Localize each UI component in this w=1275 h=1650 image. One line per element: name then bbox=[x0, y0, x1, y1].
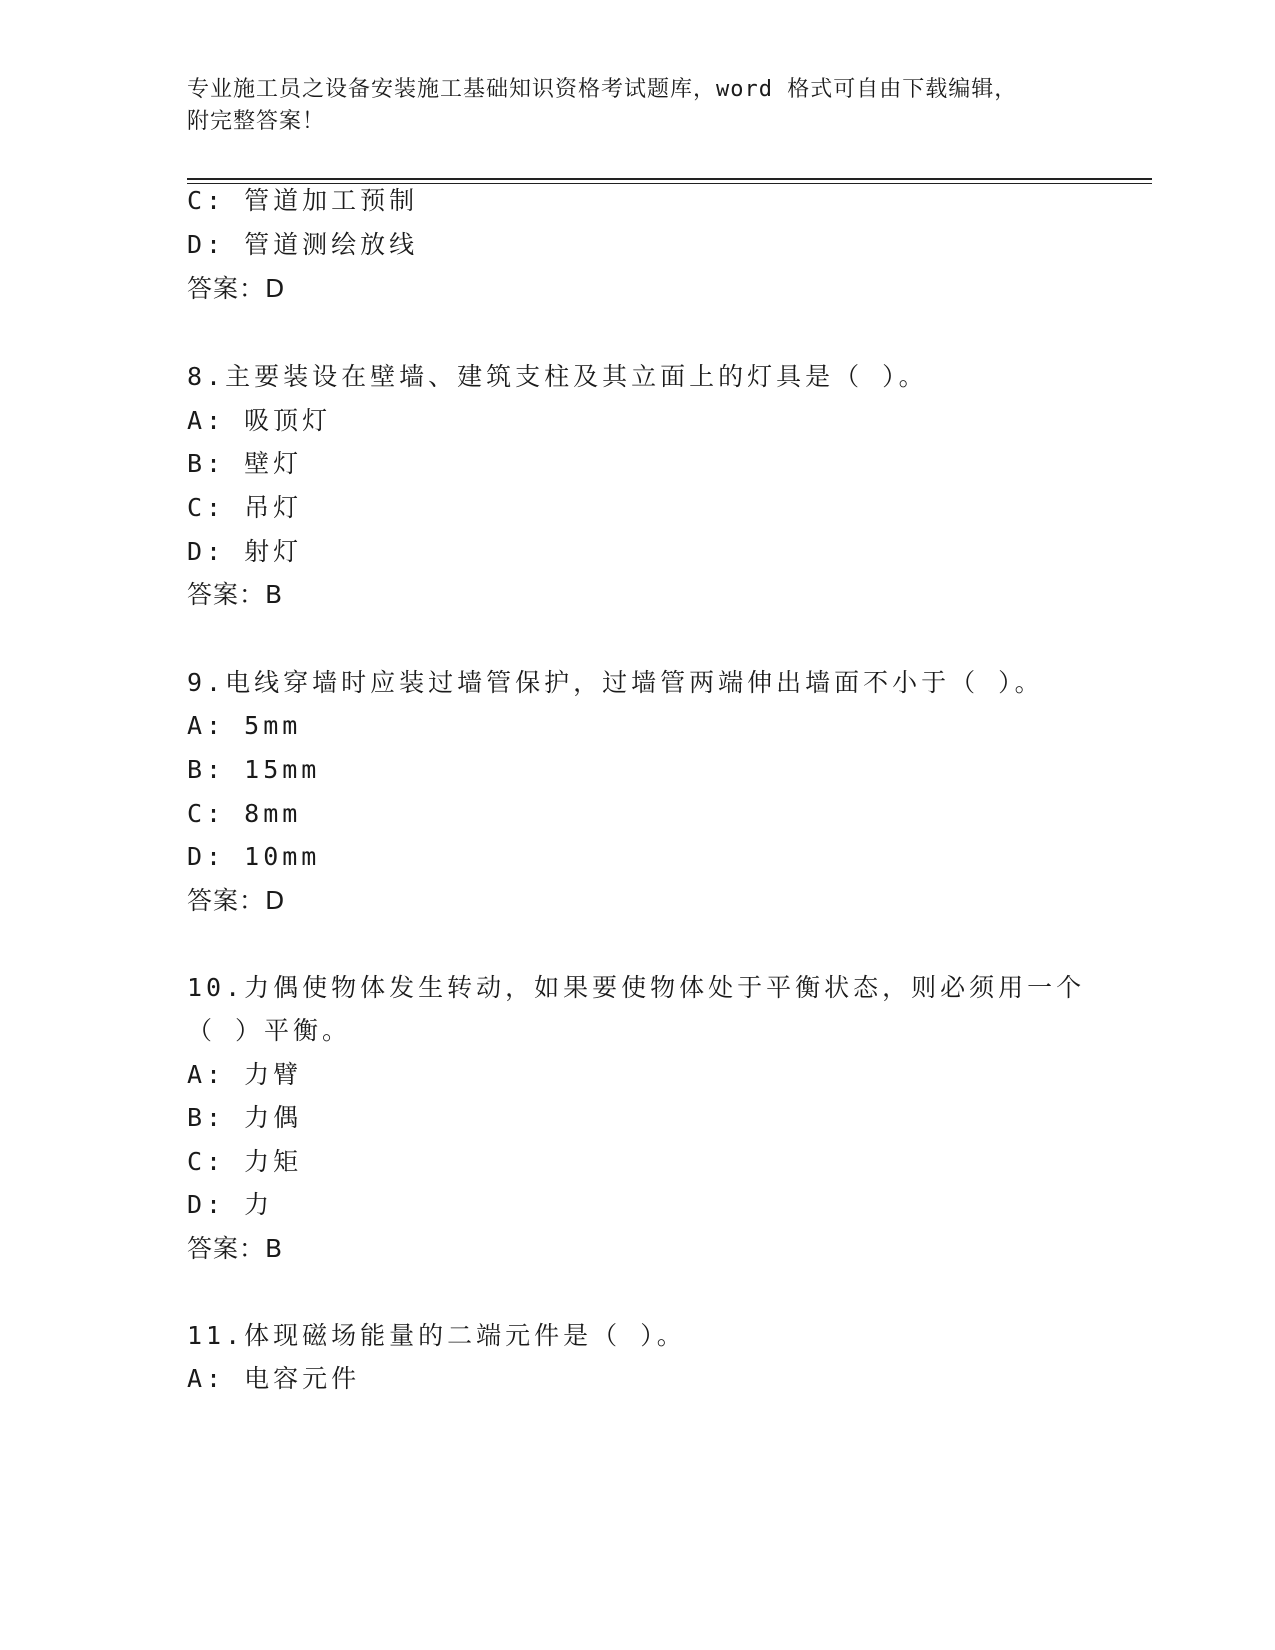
option-c: C: 管道加工预制 bbox=[187, 186, 419, 215]
q8-option-a: A: 吸顶灯 bbox=[187, 406, 332, 435]
q11-option-a: A: 电容元件 bbox=[187, 1364, 361, 1393]
header-line-1: 专业施工员之设备安装施工基础知识资格考试题库，word 格式可自由下载编辑， bbox=[187, 77, 1018, 102]
document-header bbox=[187, 74, 1087, 138]
q10-option-b: B: 力偶 bbox=[187, 1103, 303, 1132]
question-11: 11.体现磁场能量的二端元件是（ ）。 bbox=[187, 1321, 686, 1350]
question-10-line-1: 10.力偶使物体发生转动，如果要使物体处于平衡状态，则必须用一个 bbox=[187, 973, 1086, 1002]
q10-option-c: C: 力矩 bbox=[187, 1147, 303, 1176]
q8-option-d: D: 射灯 bbox=[187, 537, 303, 566]
q8-option-c: C: 吊灯 bbox=[187, 493, 303, 522]
q10-answer: 答案：B bbox=[187, 1234, 284, 1263]
q10-option-d: D: 力 bbox=[187, 1190, 274, 1219]
q10-option-a: A: 力臂 bbox=[187, 1060, 303, 1089]
option-d: D: 管道测绘放线 bbox=[187, 230, 419, 259]
q9-option-b: B: 15mm bbox=[187, 755, 321, 784]
q8-answer: 答案：B bbox=[187, 580, 284, 609]
header-line-2: 附完整答案！ bbox=[187, 109, 326, 134]
question-9: 9.电线穿墙时应装过墙管保护，过墙管两端伸出墙面不小于（ ）。 bbox=[187, 668, 1044, 697]
q9-option-c: C: 8mm bbox=[187, 799, 302, 828]
question-10-line-2: （ ）平衡。 bbox=[187, 1016, 352, 1045]
question-8: 8.主要装设在壁墙、建筑支柱及其立面上的灯具是（ ）。 bbox=[187, 362, 928, 391]
header-divider-thick bbox=[187, 178, 1152, 180]
q9-option-a: A: 5mm bbox=[187, 711, 302, 740]
q8-option-b: B: 壁灯 bbox=[187, 449, 303, 478]
q9-answer: 答案：D bbox=[187, 886, 286, 915]
q9-option-d: D: 10mm bbox=[187, 842, 321, 871]
answer: 答案：D bbox=[187, 274, 286, 303]
